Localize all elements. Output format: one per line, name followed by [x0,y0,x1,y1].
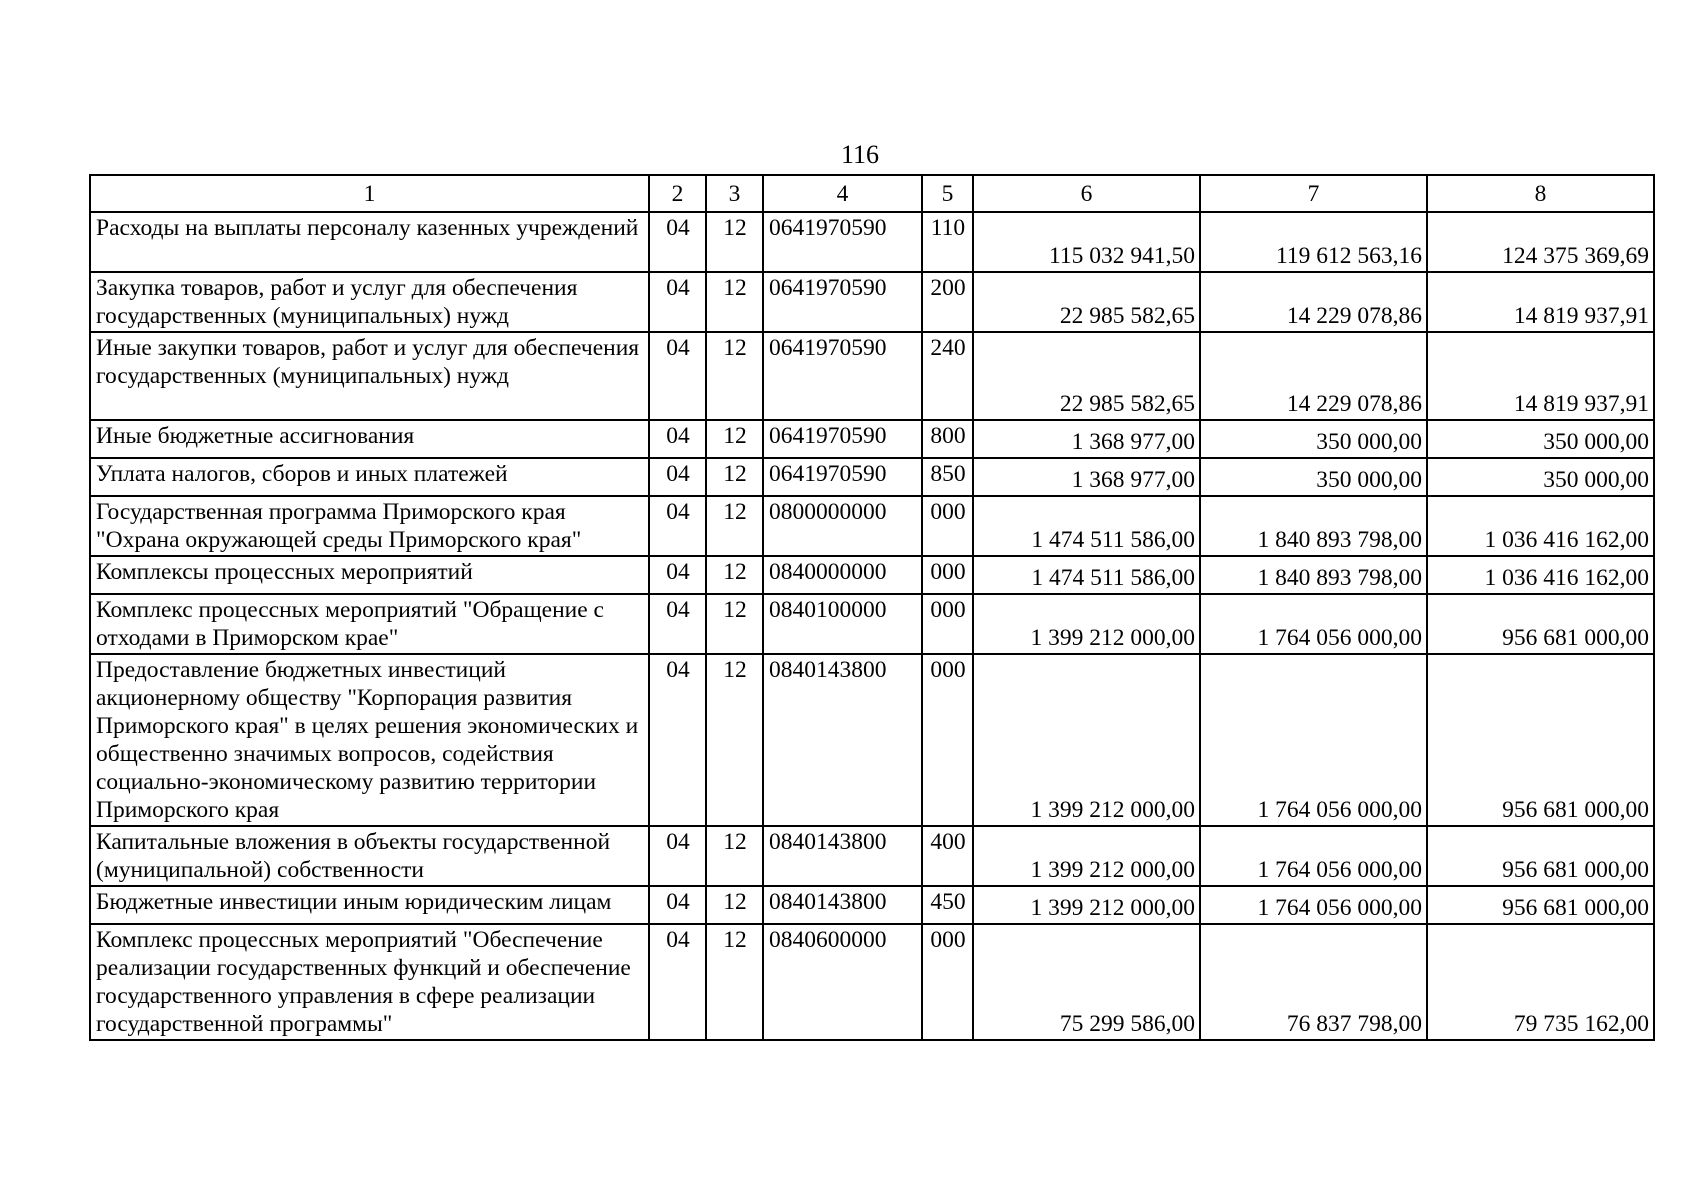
column-header-6: 6 [973,175,1200,212]
row-section: 04 [649,654,706,826]
row-amount-8: 956 681 000,00 [1427,654,1654,826]
table-row [90,654,1654,826]
row-subsection: 12 [706,654,763,826]
row-target-code: 0800000000 [763,496,922,556]
row-subsection: 12 [706,496,763,556]
row-target-code: 0840143800 [763,826,922,886]
row-section: 04 [649,594,706,654]
row-subsection: 12 [706,272,763,332]
row-name: Закупка товаров, работ и услуг для обеспечения государственных (муниципальных) нужд [90,272,649,332]
row-name: Комплексы процессных мероприятий [90,556,649,594]
row-target-code: 0641970590 [763,420,922,458]
row-amount-8: 956 681 000,00 [1427,594,1654,654]
row-name: Иные закупки товаров, работ и услуг для обеспечения государственных (муниципальных) нужд [90,332,649,420]
row-section: 04 [649,826,706,886]
row-amount-7: 14 229 078,86 [1200,332,1427,420]
column-header-1: 1 [90,175,649,212]
row-name: Расходы на выплаты персоналу казенных учреждений [90,212,649,272]
row-amount-8: 79 735 162,00 [1427,924,1654,1040]
table-row [90,556,1654,594]
row-expense-type: 000 [922,556,973,594]
row-name: Уплата налогов, сборов и иных платежей [90,458,649,496]
row-name: Капитальные вложения в объекты государственной (муниципальной) собственности [90,826,649,886]
row-subsection: 12 [706,826,763,886]
row-target-code: 0840100000 [763,594,922,654]
row-amount-6: 1 368 977,00 [973,458,1200,496]
row-section: 04 [649,212,706,272]
row-section: 04 [649,886,706,924]
column-header-3: 3 [706,175,763,212]
page-number: 116 [840,140,880,169]
row-amount-6: 1 399 212 000,00 [973,826,1200,886]
row-target-code: 0840600000 [763,924,922,1040]
row-subsection: 12 [706,458,763,496]
row-section: 04 [649,420,706,458]
row-amount-8: 350 000,00 [1427,420,1654,458]
header-row [90,175,1654,212]
row-amount-7: 350 000,00 [1200,458,1427,496]
row-expense-type: 240 [922,332,973,420]
row-target-code: 0641970590 [763,332,922,420]
row-expense-type: 850 [922,458,973,496]
row-target-code: 0641970590 [763,458,922,496]
row-amount-7: 1 764 056 000,00 [1200,826,1427,886]
row-amount-7: 119 612 563,16 [1200,212,1427,272]
row-amount-7: 1 840 893 798,00 [1200,496,1427,556]
row-subsection: 12 [706,212,763,272]
column-header-5: 5 [922,175,973,212]
row-expense-type: 800 [922,420,973,458]
row-name: Предоставление бюджетных инвестиций акционерному обществу "Корпорация развития Приморского края" в целях решения экономических и общественно значимых вопросов, содействия социально-экономическому развитию территории Приморского края [90,654,649,826]
row-amount-8: 1 036 416 162,00 [1427,556,1654,594]
row-amount-8: 1 036 416 162,00 [1427,496,1654,556]
row-expense-type: 000 [922,654,973,826]
row-expense-type: 000 [922,496,973,556]
row-amount-7: 1 764 056 000,00 [1200,886,1427,924]
table-row [90,826,1654,886]
row-amount-8: 14 819 937,91 [1427,272,1654,332]
row-amount-6: 1 399 212 000,00 [973,886,1200,924]
row-amount-8: 956 681 000,00 [1427,886,1654,924]
row-section: 04 [649,272,706,332]
row-expense-type: 200 [922,272,973,332]
column-header-7: 7 [1200,175,1427,212]
row-subsection: 12 [706,420,763,458]
row-amount-8: 124 375 369,69 [1427,212,1654,272]
row-amount-6: 115 032 941,50 [973,212,1200,272]
row-amount-6: 1 399 212 000,00 [973,654,1200,826]
row-subsection: 12 [706,594,763,654]
table-row [90,496,1654,556]
row-amount-6: 22 985 582,65 [973,272,1200,332]
row-expense-type: 450 [922,886,973,924]
row-expense-type: 110 [922,212,973,272]
row-amount-6: 1 399 212 000,00 [973,594,1200,654]
row-expense-type: 400 [922,826,973,886]
row-amount-7: 76 837 798,00 [1200,924,1427,1040]
row-subsection: 12 [706,886,763,924]
row-subsection: 12 [706,332,763,420]
row-amount-6: 1 368 977,00 [973,420,1200,458]
table-row [90,458,1654,496]
row-name: Комплекс процессных мероприятий "Обеспечение реализации государственных функций и обеспечение государственного управления в сфере реализации государственной программы" [90,924,649,1040]
column-header-4: 4 [763,175,922,212]
row-section: 04 [649,556,706,594]
row-amount-7: 1 764 056 000,00 [1200,594,1427,654]
row-target-code: 0840143800 [763,886,922,924]
row-amount-6: 1 474 511 586,00 [973,556,1200,594]
row-amount-6: 1 474 511 586,00 [973,496,1200,556]
row-amount-7: 1 840 893 798,00 [1200,556,1427,594]
table-row [90,594,1654,654]
row-name: Иные бюджетные ассигнования [90,420,649,458]
row-amount-8: 14 819 937,91 [1427,332,1654,420]
column-header-2: 2 [649,175,706,212]
row-name: Бюджетные инвестиции иным юридическим лицам [90,886,649,924]
row-amount-7: 350 000,00 [1200,420,1427,458]
row-target-code: 0641970590 [763,212,922,272]
row-subsection: 12 [706,924,763,1040]
row-target-code: 0641970590 [763,272,922,332]
row-amount-6: 22 985 582,65 [973,332,1200,420]
table-row [90,272,1654,332]
row-amount-7: 1 764 056 000,00 [1200,654,1427,826]
table-row [90,886,1654,924]
table-row [90,212,1654,272]
table-row [90,332,1654,420]
column-header-8: 8 [1427,175,1654,212]
table-row [90,924,1654,1040]
budget-table [89,174,1655,1041]
row-amount-8: 956 681 000,00 [1427,826,1654,886]
row-section: 04 [649,924,706,1040]
row-section: 04 [649,332,706,420]
row-target-code: 0840000000 [763,556,922,594]
table-row [90,420,1654,458]
row-section: 04 [649,496,706,556]
row-expense-type: 000 [922,924,973,1040]
row-amount-6: 75 299 586,00 [973,924,1200,1040]
row-amount-8: 350 000,00 [1427,458,1654,496]
row-amount-7: 14 229 078,86 [1200,272,1427,332]
row-name: Комплекс процессных мероприятий "Обращение с отходами в Приморском крае" [90,594,649,654]
row-section: 04 [649,458,706,496]
row-name: Государственная программа Приморского края "Охрана окружающей среды Приморского края" [90,496,649,556]
row-target-code: 0840143800 [763,654,922,826]
row-subsection: 12 [706,556,763,594]
row-expense-type: 000 [922,594,973,654]
